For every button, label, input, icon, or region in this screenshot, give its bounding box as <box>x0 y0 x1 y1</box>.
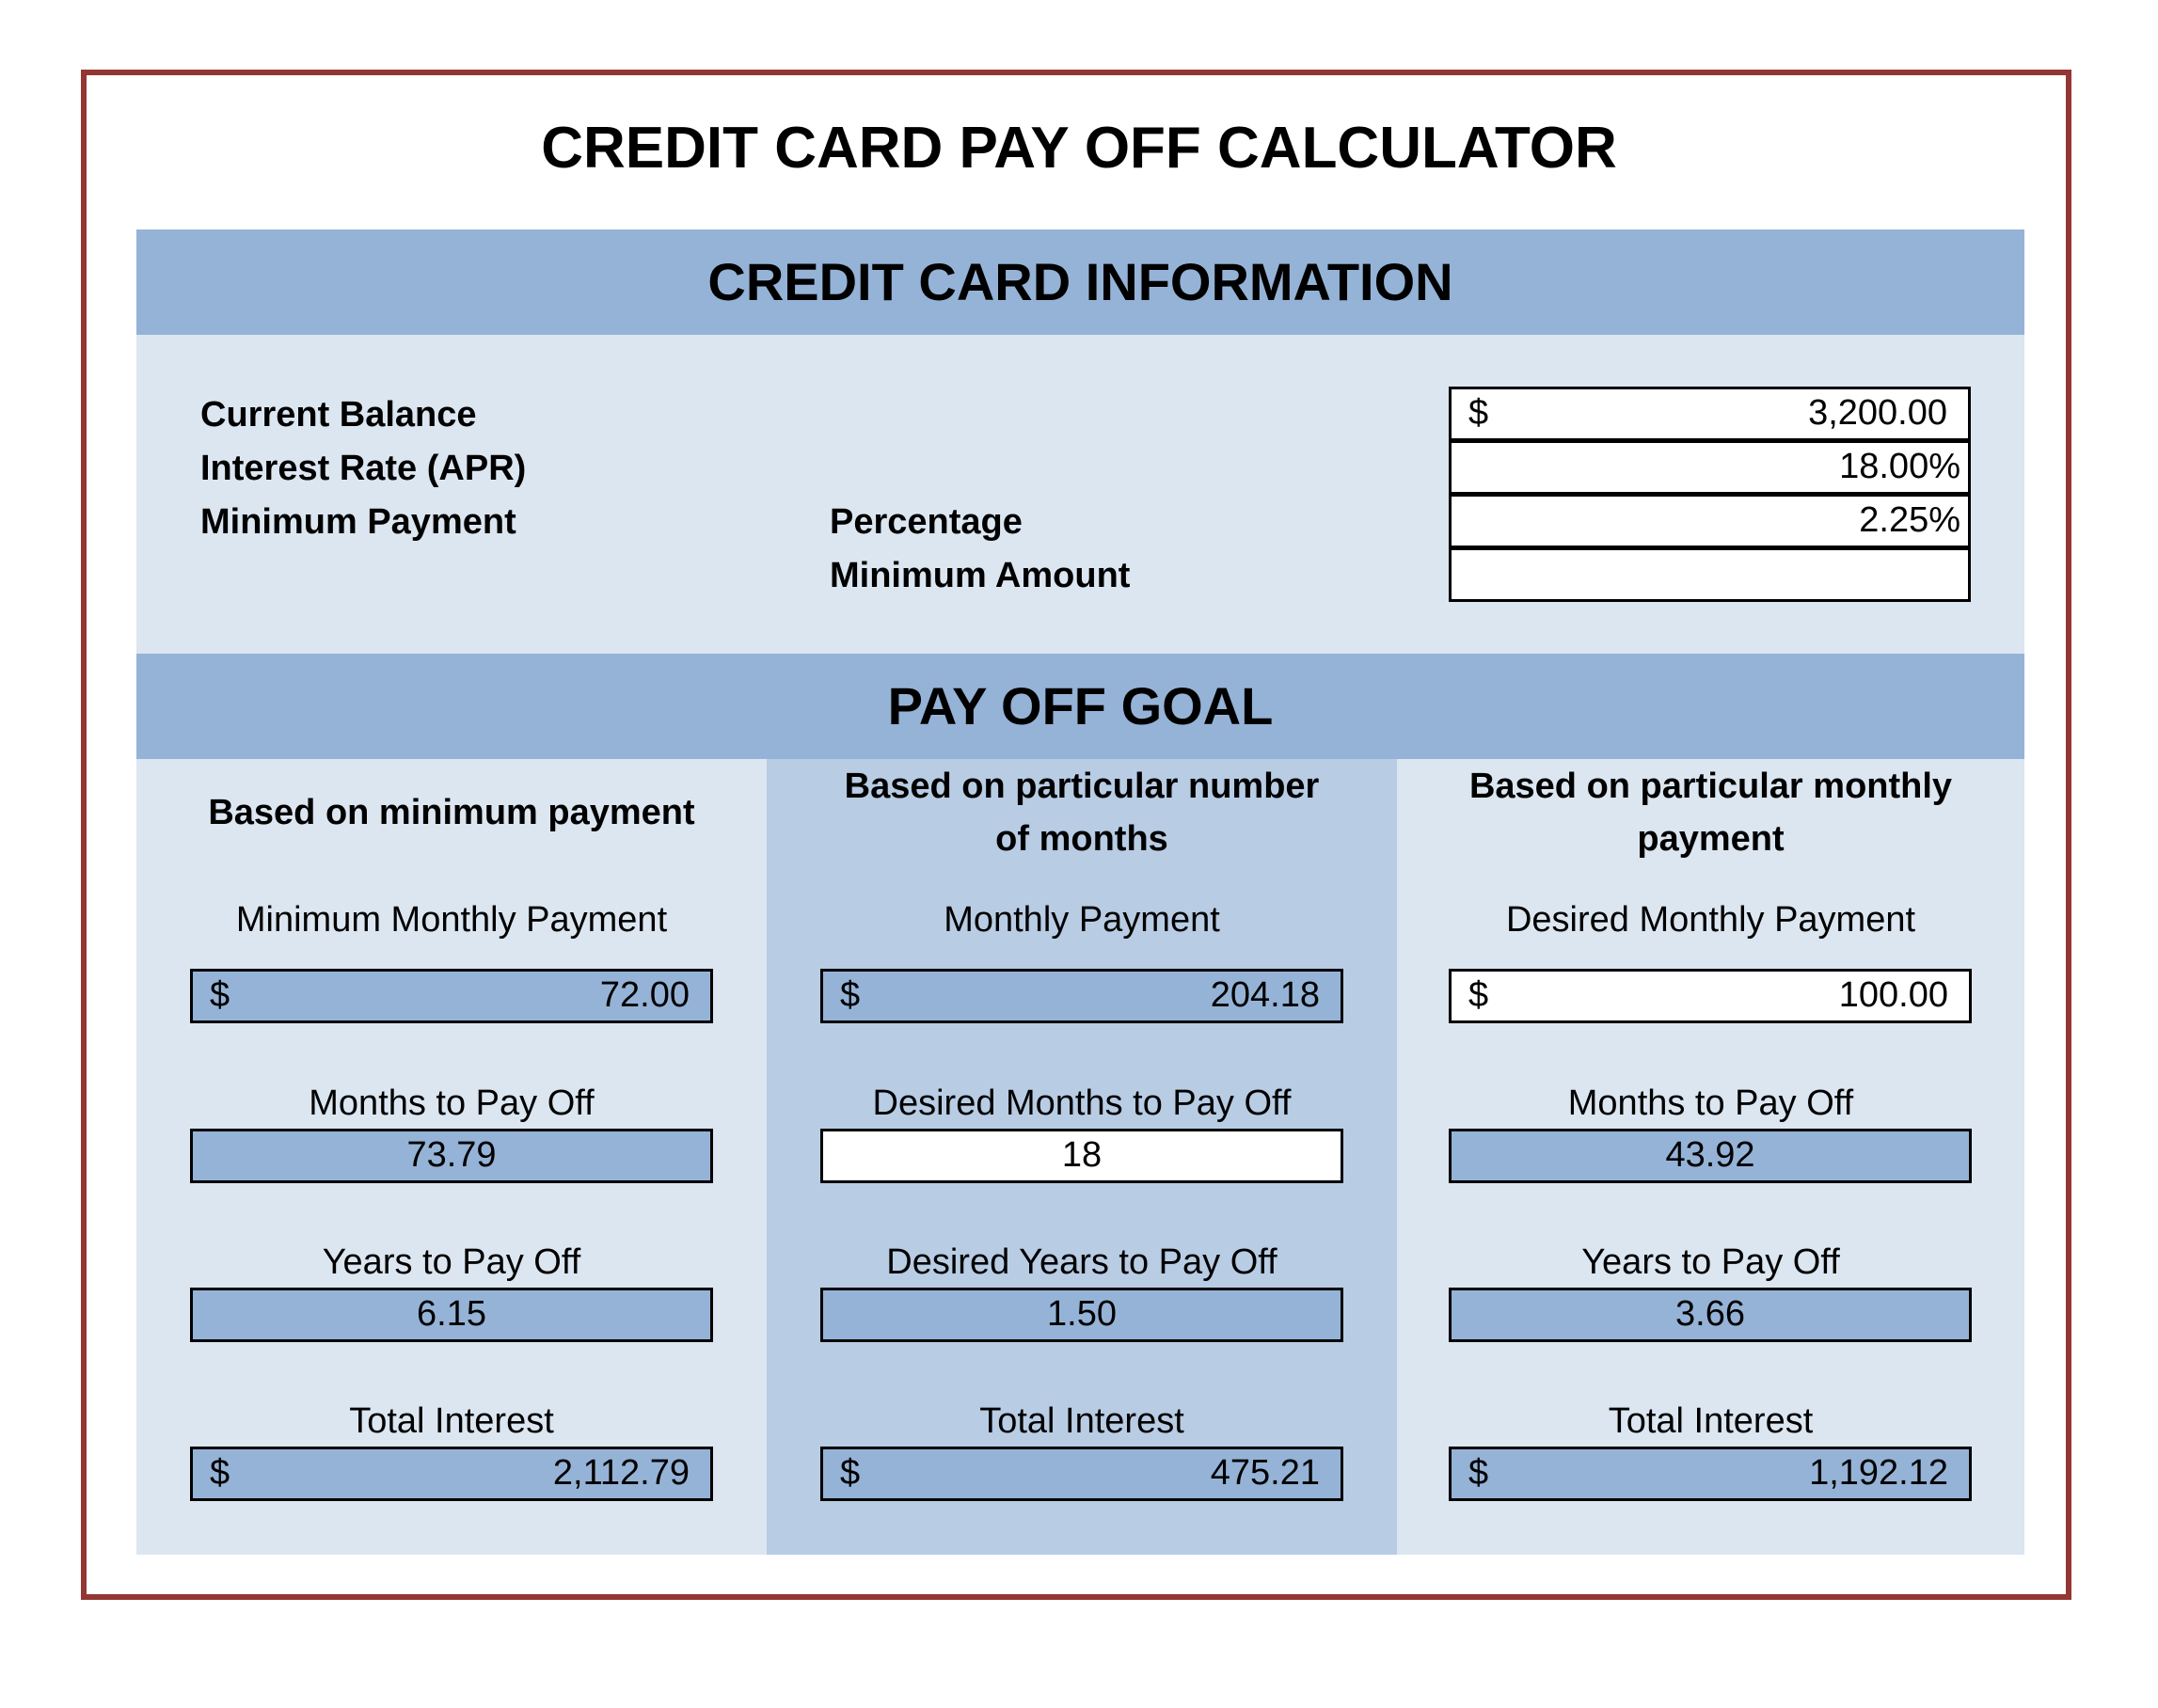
currency-symbol: $ <box>840 1453 861 1493</box>
col3-heading-line1: Based on particular monthly <box>1468 767 1953 806</box>
col3-months-label: Months to Pay Off <box>1567 1083 1854 1123</box>
interest-rate-value: 18.00% <box>1839 447 1960 486</box>
col3-payment-label: Desired Monthly Payment <box>1505 900 1916 940</box>
col2-payment-value: 204.18 <box>1210 975 1320 1015</box>
minimum-payment-label: Minimum Payment <box>200 502 516 542</box>
col1-interest-label: Total Interest <box>349 1401 554 1441</box>
current-balance-input[interactable] <box>1449 387 1971 441</box>
col1-years-label: Years to Pay Off <box>322 1242 581 1282</box>
col3-years-label: Years to Pay Off <box>1581 1242 1840 1282</box>
currency-symbol: $ <box>1468 393 1489 433</box>
interest-rate-input[interactable] <box>1449 440 1971 495</box>
col1-heading: Based on minimum payment <box>208 793 695 832</box>
col3-heading-line2: payment <box>1637 819 1785 859</box>
currency-symbol: $ <box>210 1453 230 1493</box>
col1-payment-value: 72.00 <box>599 975 690 1015</box>
col2-interest-label: Total Interest <box>979 1401 1184 1441</box>
col3-years-value: 3.66 <box>1449 1288 1972 1342</box>
col1-payment-field <box>190 969 713 1023</box>
minimum-amount-label: Minimum Amount <box>830 556 1131 595</box>
col1-interest-field <box>190 1447 713 1501</box>
col2-payment-field <box>820 969 1343 1023</box>
currency-symbol: $ <box>1468 1453 1489 1493</box>
page-title: CREDIT CARD PAY OFF CALCULATOR <box>541 116 1617 181</box>
minimum-amount-input[interactable] <box>1449 547 1971 602</box>
col1-months-value: 73.79 <box>190 1129 713 1183</box>
col2-months-label: Desired Months to Pay Off <box>872 1083 1292 1123</box>
col3-months-value: 43.92 <box>1449 1129 1972 1183</box>
col1-years-value: 6.15 <box>190 1288 713 1342</box>
current-balance-label: Current Balance <box>200 395 477 435</box>
percentage-value: 2.25% <box>1859 500 1960 540</box>
col2-interest-value: 475.21 <box>1210 1453 1320 1493</box>
info-section-header: CREDIT CARD INFORMATION <box>136 229 2024 335</box>
col2-interest-field <box>820 1447 1343 1501</box>
currency-symbol: $ <box>210 975 230 1015</box>
col2-heading-line1: Based on particular number <box>844 767 1320 806</box>
percentage-label: Percentage <box>830 502 1023 542</box>
col3-interest-field <box>1449 1447 1972 1501</box>
col2-desired-months-input[interactable]: 18 <box>820 1129 1343 1183</box>
col2-years-label: Desired Years to Pay Off <box>886 1242 1277 1282</box>
col1-interest-value: 2,112.79 <box>552 1453 690 1493</box>
col2-payment-label: Monthly Payment <box>944 900 1220 940</box>
col1-payment-label: Minimum Monthly Payment <box>235 900 668 940</box>
col3-desired-payment-input[interactable] <box>1449 969 1972 1023</box>
col3-payment-value: 100.00 <box>1838 975 1948 1015</box>
col2-years-value: 1.50 <box>820 1288 1343 1342</box>
col2-heading-line2: of months <box>995 819 1168 859</box>
col3-interest-value: 1,192.12 <box>1809 1453 1948 1493</box>
goal-section-header: PAY OFF GOAL <box>136 654 2024 759</box>
currency-symbol: $ <box>1468 975 1489 1015</box>
currency-symbol: $ <box>840 975 861 1015</box>
interest-rate-label: Interest Rate (APR) <box>200 449 527 488</box>
current-balance-value: 3,200.00 <box>1808 393 1947 433</box>
col3-interest-label: Total Interest <box>1608 1401 1814 1441</box>
percentage-input[interactable] <box>1449 494 1971 548</box>
col1-months-label: Months to Pay Off <box>309 1083 595 1123</box>
